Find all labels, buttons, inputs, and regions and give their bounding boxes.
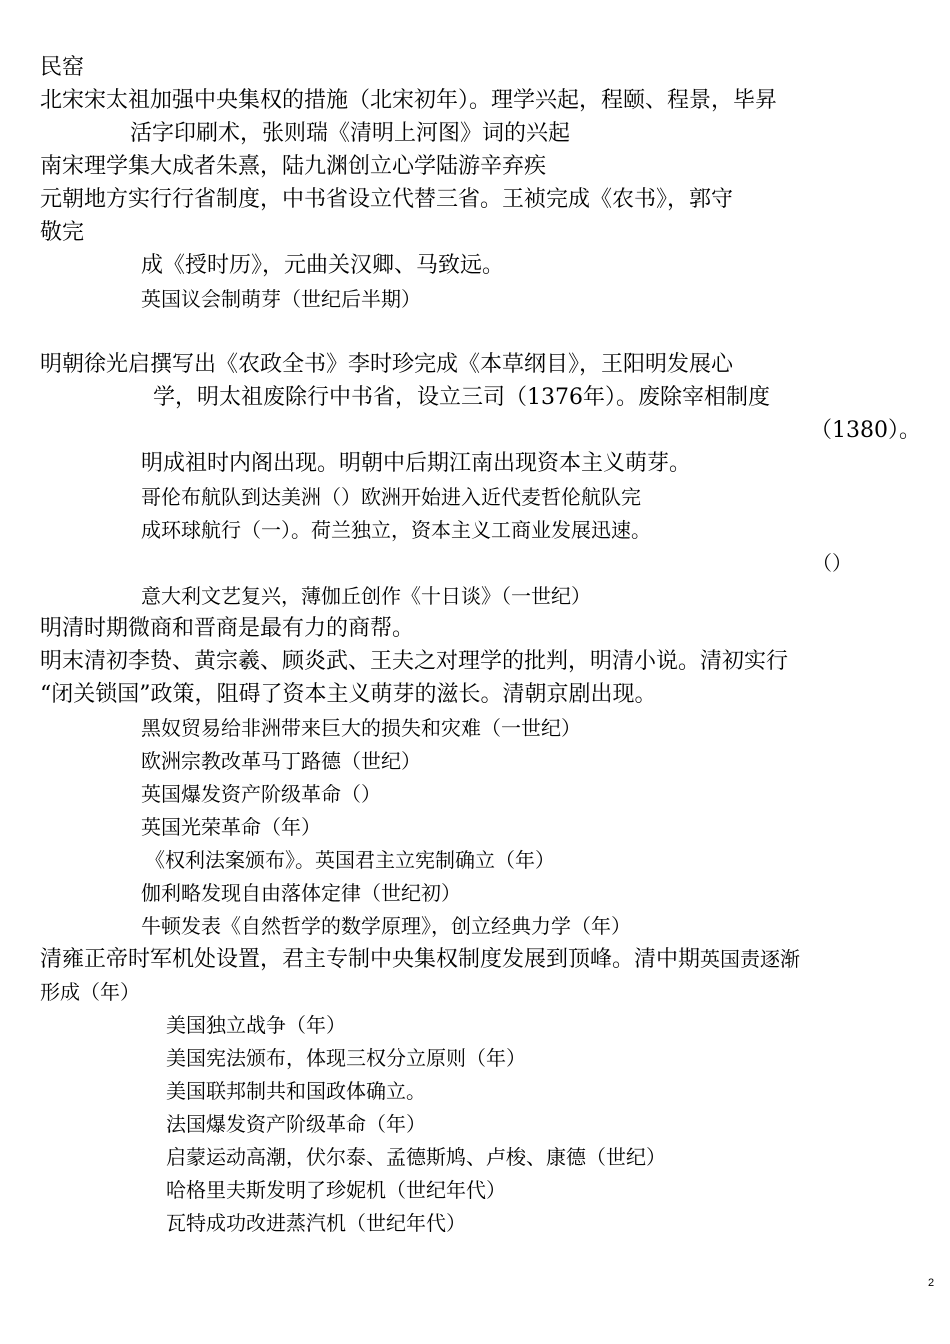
text-line: “闭关锁国”政策，阻碍了资本主义萌芽的滋长。清朝京剧出现。 [40,682,657,707]
text-line: 明清时期微商和晋商是最有力的商帮。 [40,616,415,641]
text-line: 英国爆发资产阶级革命（） [141,782,381,806]
text-line: （） [812,551,852,575]
text-line: 美国宪法颁布，体现三权分立原则（年） [166,1046,526,1070]
text-line: 明成祖时内阁出现。明朝中后期江南出现资本主义萌芽。 [141,451,692,476]
text-line: 哥伦布航队到达美洲（）欧洲开始进入近代麦哲伦航队完 [141,485,641,509]
text-line: 《权利法案颁布》。英国君主立宪制确立（年） [145,848,555,872]
text-line: 哈格里夫斯发明了珍妮机（世纪年代） [166,1178,506,1202]
text-line: 瓦特成功改进蒸汽机（世纪年代） [166,1211,466,1235]
text-line: 英国光荣革命（年） [141,815,321,839]
text-line: 学，明太祖废除行中书省，设立三司（1376年）。废除宰相制度 [153,385,770,410]
text-line: 形成（年） [40,980,140,1004]
text-line-mixed [40,944,800,975]
text-line: 敬完 [40,220,85,245]
text-line: 南宋理学集大成者朱熹，陆九渊创立心学陆游辛弃疾 [40,154,547,179]
text-line: 成环球航行（一）。荷兰独立，资本主义工商业发展迅速。 [141,518,651,542]
text-segment: 英国责逐渐 [700,947,801,971]
text-line: 元朝地方实行行省制度，中书省设立代替三省。王祯完成《农书》，郭守 [40,187,734,212]
text-line: 成《授时历》，元曲关汉卿、马致远。 [141,253,505,278]
text-line: 明朝徐光启撰写出《农政全书》李时珍完成《本草纲目》，王阳明发展心 [40,352,734,377]
text-line: 美国联邦制共和国政体确立。 [166,1079,426,1103]
text-line: 伽利略发现自由落体定律（世纪初） [141,881,461,905]
text-line: 美国独立战争（年） [166,1013,346,1037]
text-line: 启蒙运动高潮，伏尔泰、孟德斯鸠、卢梭、康德（世纪） [166,1145,666,1169]
text-line: （1380）。 [810,418,921,443]
text-line: 北宋宋太祖加强中央集权的措施（北宋初年）。理学兴起，程颐、程景，毕昇 [40,88,778,113]
text-line: 黑奴贸易给非洲带来巨大的损失和灾难（一世纪） [141,716,581,740]
text-line: 法国爆发资产阶级革命（年） [166,1112,426,1136]
text-line: 牛顿发表《自然哲学的数学原理》，创立经典力学（年） [141,914,631,938]
text-line: 英国议会制萌芽（世纪后半期） [141,287,421,311]
text-segment: 清雍正帝时军机处设置，君主专制中央集权制度发展到顶峰。清中期 [40,947,701,972]
text-line: 意大利文艺复兴，薄伽丘创作《十日谈》（一世纪） [141,584,591,608]
text-line: 活字印刷术，张则瑞《清明上河图》词的兴起 [130,121,571,146]
text-line: 欧洲宗教改革马丁路德（世纪） [141,749,421,773]
page-number: 2 [928,1277,935,1289]
text-line: 明末清初李贽、黄宗羲、顾炎武、王夫之对理学的批判，明清小说。清初实行 [40,649,789,674]
text-line: 民窑 [40,55,85,80]
